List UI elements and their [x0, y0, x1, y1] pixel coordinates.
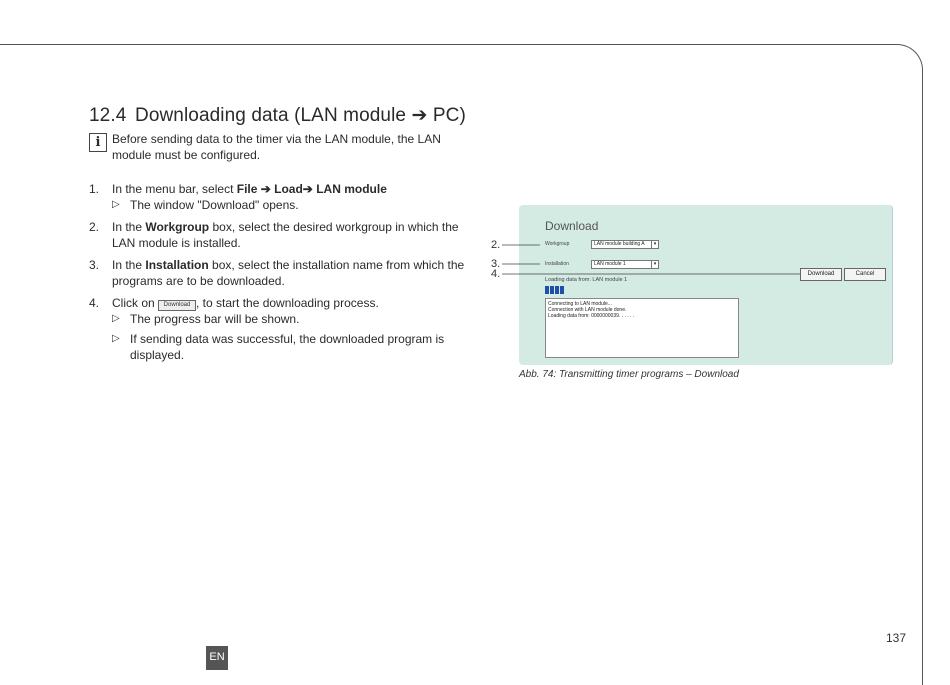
step-number: 1.	[89, 182, 100, 196]
dialog-title: Download	[545, 219, 599, 233]
step-number: 2.	[89, 220, 100, 234]
step-result	[112, 331, 474, 363]
step-4	[89, 295, 474, 363]
result-arrow-icon: ▷	[112, 333, 120, 344]
log-line: Connecting to LAN module...	[548, 301, 612, 307]
step-number: 4.	[89, 296, 100, 310]
step-text: In the	[112, 258, 146, 272]
result-text: If sending data was successful, the downloaded program is displayed.	[130, 332, 445, 362]
step-2	[89, 219, 474, 251]
section-heading	[89, 104, 466, 127]
chevron-down-icon: ▾	[651, 261, 658, 268]
menu-path: File ➔ Load➔ LAN module	[236, 182, 387, 196]
page-number: 137	[886, 631, 907, 645]
callout-4: 4.	[491, 268, 501, 280]
inline-download-button: Download	[158, 300, 196, 311]
section-number: 12.4	[89, 105, 127, 126]
status-log	[545, 298, 739, 358]
steps-list	[89, 181, 474, 369]
log-line: Connection with LAN module done.	[548, 307, 627, 313]
figure-caption: Abb. 74: Transmitting timer programs – Download	[519, 369, 739, 380]
workgroup-label: Workgroup	[545, 241, 570, 247]
callout-2: 2.	[491, 239, 501, 251]
workgroup-value: LAN module building A	[594, 241, 645, 247]
step-number: 3.	[89, 258, 100, 272]
figure-callouts	[490, 238, 830, 288]
loading-status: Loading data from: LAN module 1	[545, 277, 628, 283]
note-text: Before sending data to the timer via the LAN module, the LAN module must be configured.	[112, 132, 441, 162]
result-text: The progress bar will be shown.	[130, 312, 300, 326]
step-1	[89, 181, 474, 213]
installation-value: LAN module 1	[594, 261, 626, 267]
step-result	[112, 197, 474, 213]
callout-3: 3.	[491, 258, 501, 270]
callout-lines	[490, 238, 830, 288]
step-3	[89, 257, 474, 289]
result-arrow-icon: ▷	[112, 313, 120, 324]
field-name: Workgroup	[145, 220, 210, 234]
step-result	[112, 311, 474, 327]
info-icon: i	[89, 133, 107, 152]
section-title: Downloading data (LAN module ➔ PC)	[135, 105, 466, 126]
step-text: box, select the installation name from which the programs are to be downloaded.	[112, 258, 465, 288]
cancel-button[interactable]: Cancel	[844, 268, 886, 281]
installation-label: Installation	[545, 261, 569, 267]
field-name: Installation	[145, 258, 209, 272]
result-text: The window "Download" opens.	[130, 198, 299, 212]
language-tab: EN	[206, 646, 228, 670]
step-text: Click on	[112, 296, 159, 310]
chevron-down-icon: ▾	[651, 241, 658, 248]
result-arrow-icon: ▷	[112, 199, 120, 210]
step-text: box, select the desired workgroup in which the LAN module is installed.	[112, 220, 459, 250]
step-text: , to start the downloading process.	[196, 296, 379, 310]
log-line: Loading data from: 0000000039. . . . . .	[548, 313, 635, 319]
download-button[interactable]: Download	[800, 268, 842, 281]
step-text: In the	[112, 220, 146, 234]
step-text: In the menu bar, select	[112, 182, 237, 196]
info-note	[89, 131, 474, 163]
